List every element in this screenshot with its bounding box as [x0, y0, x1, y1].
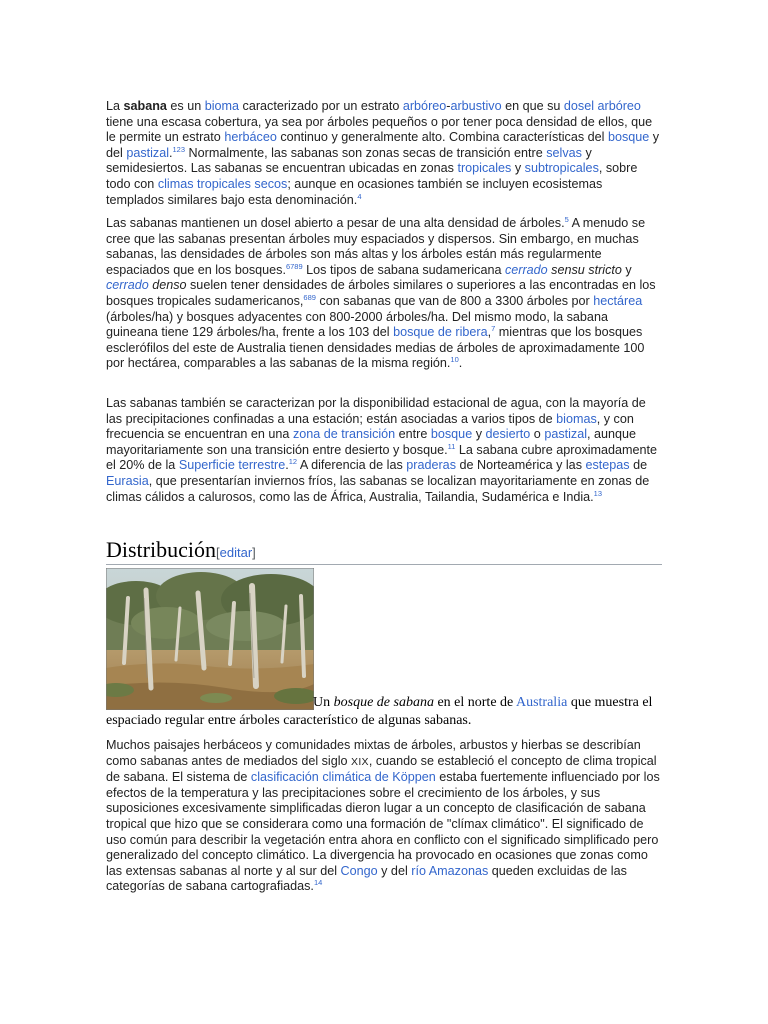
text-run: en el norte de [433, 695, 516, 710]
italic-term: sensu stricto [547, 262, 622, 277]
text-run: . [285, 458, 289, 473]
reference-superscript[interactable]: 11 [447, 441, 456, 451]
link-koppen-classification[interactable]: clasificación climática de Köppen [250, 770, 436, 785]
text-run: tiene una escasa cobertura, ya sea por árboles pequeños o por tener poca densidad de ellos, que le permite un estrato [106, 114, 653, 145]
reference-superscript[interactable]: 5 [564, 215, 569, 224]
reference-superscript[interactable]: 12 [288, 457, 298, 467]
text-run: mientras que los bosques esclerófilos del este de Australia tienen densidades medias de árboles de aproximadamente 100 por hectárea, comparables a las sabanas de la misma región. [106, 325, 645, 371]
text-run: - [446, 99, 451, 113]
reference-superscript[interactable]: 123 [172, 144, 186, 154]
link-bosque[interactable]: bosque [430, 427, 473, 442]
edit-bracket-open: [ [216, 545, 220, 560]
reference-superscript[interactable]: 10 [450, 355, 459, 365]
text-run: suelen tener densidades de árboles similares o superiores a las encontradas en los bosques tropicales sudamericanos, [106, 278, 656, 308]
text-run: que muestra el espaciado regular entre árboles característico de algunas sabanas. [106, 695, 653, 728]
text-run: Las sabanas mantienen un dosel abierto a pesar de una alta densidad de árboles. [106, 216, 565, 230]
text-run: estaba fuertemente influenciado por los efectos de la temperatura y las precipitaciones sobre el crecimiento de los árboles, y sus suposiciones excesivamente simplificadas dieron lugar a un concepto de clasificación de sabana tropical que hizo que se considerara como una formación de "clímax climático". El significado de uso común para describir la vegetación entra ahora en conflicto con el significado simplificado pero generalizado del concepto climático. La divergencia ha provocado en ocasiones que zonas como las extensas sabanas al norte y al sur del [106, 770, 660, 878]
link-desierto[interactable]: desierto [485, 427, 531, 442]
text-run: con sabanas que van de 800 a 3300 árboles por [315, 293, 594, 308]
reference-superscript[interactable]: 13 [593, 488, 603, 498]
text-run: A menudo se cree que las sabanas presentan árboles muy espaciados y dispersos. Sin embargo, en muchas sabanas, las densidades de árboles son más altas y los árboles están más regularmente espaciados que en los bosques. [106, 216, 646, 277]
link-subtropicales[interactable]: subtropicales [524, 161, 599, 176]
link-climas-tropicales-secos[interactable]: climas tropicales secos [157, 176, 288, 191]
link-bioma[interactable]: bioma [204, 99, 240, 113]
text-run: , que presentarían inviernos fríos, las sabanas se localizan mayoritariamente en zonas de climas cálidos a calurosos, como las de África, Australia, Tailandia, Sudamérica e India. [106, 473, 650, 504]
text-run: de Norteamérica y las [456, 458, 586, 473]
text-run: queden excluidas de las categorías de sabana cartografiadas. [106, 863, 627, 894]
link-arbustivo[interactable]: arbustivo [450, 99, 502, 113]
link-arboreo[interactable]: arbóreo [402, 99, 447, 113]
reference-superscript[interactable]: 4 [357, 191, 362, 201]
text-run: , cuando se estableció el concepto de clima tropical de sabana. El sistema de [106, 753, 657, 785]
link-bosque[interactable]: bosque [607, 130, 650, 145]
link-superficie-terrestre[interactable]: Superficie terrestre [178, 458, 286, 473]
edit-bracket-close: ] [252, 545, 256, 560]
text-run: y [511, 161, 525, 176]
text-run: (árboles/ha) y bosques adyacentes con 800-2000 árboles/ha. Del mismo modo, la sabana guineana tiene 129 árboles/ha, frente a los 103 del [106, 309, 608, 340]
savanna-woodland-image [106, 568, 314, 710]
text-run: La [106, 99, 124, 113]
text-run: , sobre todo con [106, 161, 638, 191]
text-run: y del [106, 130, 660, 160]
link-tropicales[interactable]: tropicales [457, 161, 512, 176]
reference-superscript[interactable]: 689 [303, 292, 316, 302]
century-smallcaps: XIX [351, 755, 369, 768]
link-bosque-de-ribera[interactable]: bosque de ribera [393, 325, 488, 340]
text-run: y [472, 427, 486, 442]
text-run: y del [377, 863, 412, 878]
section-heading-distribucion [106, 536, 662, 565]
link-praderas[interactable]: praderas [406, 458, 456, 473]
text-run: y [621, 262, 632, 277]
edit-section-link [216, 545, 256, 560]
text-run: en que su [501, 99, 564, 113]
text-run: o [530, 427, 545, 442]
link-zona-de-transicion[interactable]: zona de transición [292, 427, 396, 442]
link-pastizal[interactable]: pastizal [544, 427, 588, 442]
link-rio-amazonas[interactable]: río Amazonas [411, 863, 489, 878]
text-run: Un [313, 695, 334, 710]
link-herbaceo[interactable]: herbáceo [224, 130, 277, 145]
text-run: entre [395, 427, 431, 442]
text-run: ; aunque en ocasiones también se incluyen ecosistemas templados similares bajo esta denominación. [106, 176, 603, 207]
reference-superscript[interactable]: 14 [313, 878, 323, 888]
section-title: Distribución [106, 537, 216, 562]
reference-superscript[interactable]: 7 [491, 324, 496, 334]
image-caption [106, 694, 662, 730]
text-run: , aunque mayoritariamente son una transición entre desierto y bosque. [106, 427, 637, 457]
text-run: de [629, 458, 648, 473]
link-cerrado[interactable]: cerrado [504, 262, 548, 277]
edit-link[interactable]: editar [219, 545, 253, 560]
text-run: Muchos paisajes herbáceos y comunidades mixtas de árboles, arbustos y hierbas se describían como sabanas antes de mediados del siglo [106, 738, 641, 768]
climate-paragraph [106, 396, 662, 505]
density-paragraph [106, 216, 662, 372]
link-pastizal[interactable]: pastizal [126, 145, 170, 160]
text-run: es un [166, 99, 205, 113]
text-run: . [169, 145, 173, 160]
text-run: continuo y generalmente alto. Combina características del [276, 130, 608, 145]
text-run: A diferencia de las [297, 458, 407, 473]
link-congo[interactable]: Congo [340, 863, 378, 878]
link-dosel-arboreo[interactable]: dosel arbóreo [563, 99, 641, 113]
link-selvas[interactable]: selvas [546, 145, 582, 160]
link-cerrado-denso[interactable]: cerrado [106, 278, 149, 293]
text-run: y semidesiertos. Las sabanas se encuentran ubicadas en zonas [106, 145, 592, 176]
text-run: caracterizado por un estrato [239, 99, 403, 113]
link-australia[interactable]: Australia [515, 695, 568, 710]
text-run: . [458, 356, 463, 371]
distribution-paragraph [106, 738, 662, 895]
link-estepas[interactable]: estepas [585, 458, 630, 473]
text-run: La sabana cubre aproximadamente el 20% de la [106, 442, 658, 473]
text-run: , [487, 325, 492, 340]
italic-term: bosque de sabana [333, 695, 434, 710]
italic-term: denso [148, 278, 187, 293]
text-run: Las sabanas también se caracterizan por la disponibilidad estacional de agua, con la mayoría de las precipitaciones confinadas a una estación; están asociadas a varios tipos de [106, 396, 646, 426]
bold-term-sabana: sabana [123, 99, 167, 113]
text-run: Normalmente, las sabanas son zonas secas de transición entre [185, 145, 547, 160]
reference-superscript[interactable]: 6789 [285, 261, 303, 271]
link-eurasia[interactable]: Eurasia [106, 473, 149, 488]
link-biomas[interactable]: biomas [556, 411, 597, 426]
intro-paragraph [106, 99, 662, 208]
text-run: Los tipos de sabana sudamericana [302, 262, 505, 277]
text-run: , y con frecuencia se encuentran en una [106, 411, 634, 442]
link-hectarea[interactable]: hectárea [593, 293, 643, 308]
